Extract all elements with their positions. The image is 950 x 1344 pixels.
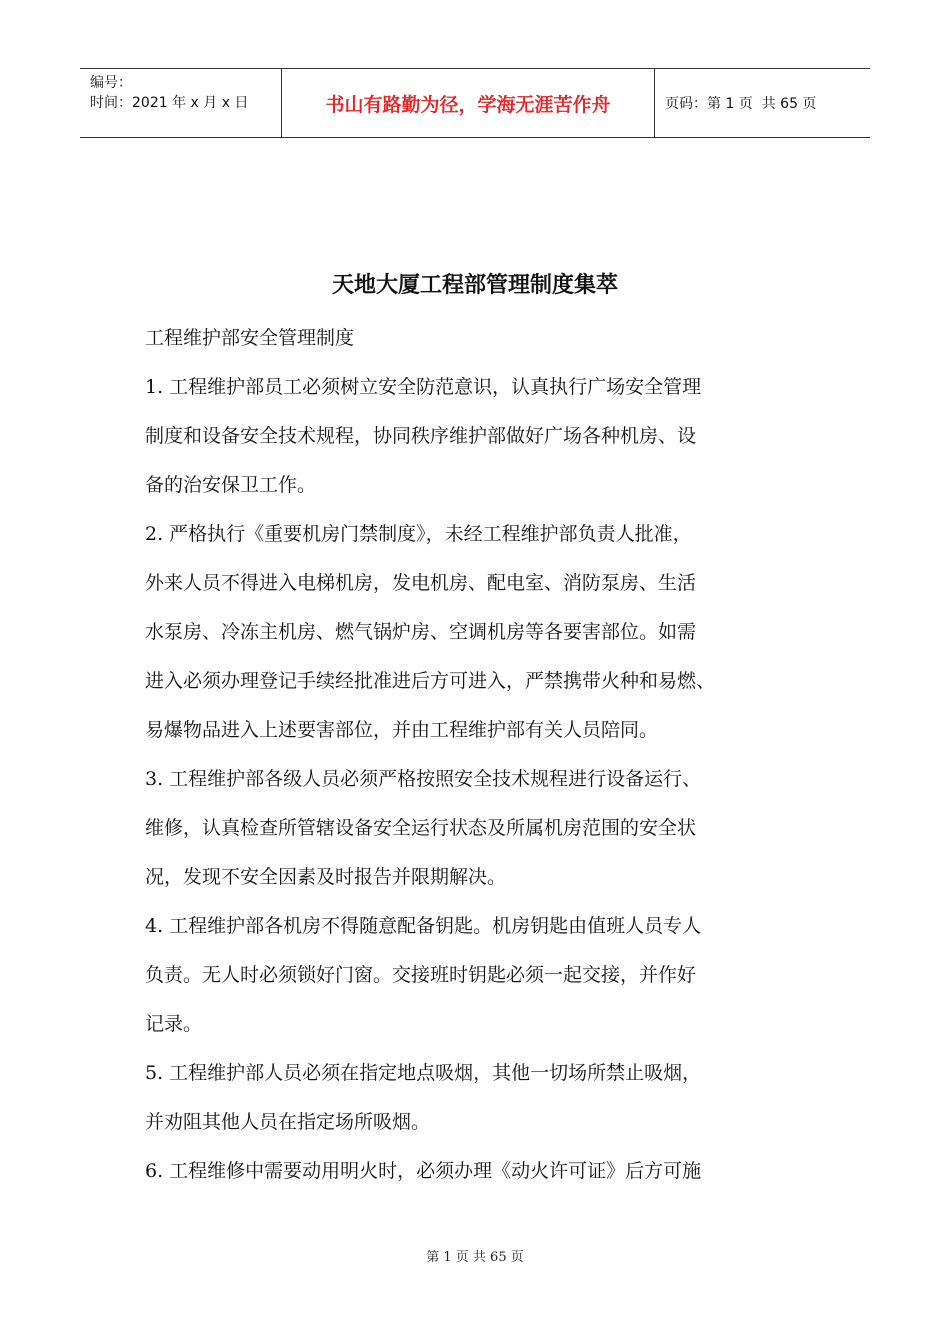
footer-page-number: 第 1 页 共 65 页 <box>426 1250 524 1265</box>
text-line: 4. 工程维护部各机房不得随意配备钥匙。机房钥匙由值班人员专人 <box>145 915 702 937</box>
time-label: 时间：2021 年 x 月 x 日 <box>90 95 249 111</box>
number-label: 编号： <box>90 75 132 91</box>
text-line: 并劝阻其他人员在指定场所吸烟。 <box>145 1111 431 1133</box>
document-title: 天地大厦工程部管理制度集萃 <box>331 273 618 298</box>
page-footer <box>0 1246 950 1265</box>
text-line: 1. 工程维护部员工必须树立安全防范意识，认真执行广场安全管理 <box>145 376 702 398</box>
text-line: 负责。无人时必须锁好门窗。交接班时钥匙必须一起交接，并作好 <box>145 964 697 986</box>
page-info-text: 页码：第 1 页 共 65 页 <box>665 96 817 112</box>
document-header <box>80 68 870 138</box>
text-line: 3. 工程维护部各级人员必须严格按照安全技术规程进行设备运行、 <box>145 768 702 790</box>
text-line: 易爆物品进入上述要害部位，并由工程维护部有关人员陪同。 <box>145 719 659 741</box>
header-meta <box>80 69 282 137</box>
text-line: 进入必须办理登记手续经批准进后方可进入，严禁携带火种和易燃、 <box>145 670 716 692</box>
text-line: 记录。 <box>145 1013 203 1035</box>
text-line: 水泵房、冷冻主机房、燃气锅炉房、空调机房等各要害部位。如需 <box>145 621 697 643</box>
text-line: 制度和设备安全技术规程，协同秩序维护部做好广场各种机房、设 <box>145 425 697 447</box>
text-line: 工程维护部安全管理制度 <box>145 327 355 349</box>
text-line: 6. 工程维修中需要动用明火时，必须办理《动火许可证》后方可施 <box>145 1160 702 1182</box>
text-line: 况，发现不安全因素及时报告并限期解决。 <box>145 866 507 888</box>
text-line: 外来人员不得进入电梯机房，发电机房、配电室、消防泵房、生活 <box>145 572 697 594</box>
text-line: 5. 工程维护部人员必须在指定地点吸烟，其他一切场所禁止吸烟， <box>145 1062 702 1084</box>
header-motto: 书山有路勤为径，学海无涯苦作舟 <box>282 69 655 137</box>
header-page-info <box>655 69 870 137</box>
text-line: 备的治安保卫工作。 <box>145 474 317 496</box>
text-line: 维修，认真检查所管辖设备安全运行状态及所属机房范围的安全状 <box>145 817 697 839</box>
document-body <box>145 314 835 1196</box>
text-line: 2. 严格执行《重要机房门禁制度》，未经工程维护部负责人批准， <box>145 523 692 545</box>
